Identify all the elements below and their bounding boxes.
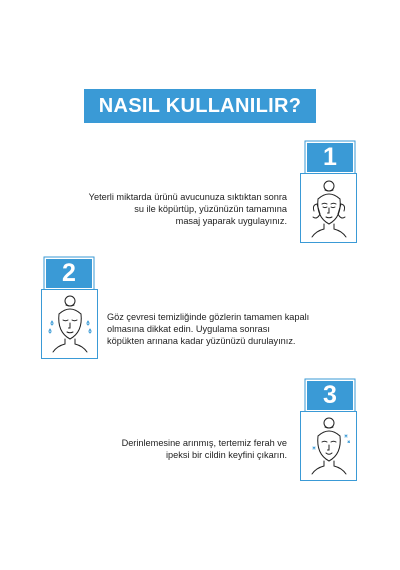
step-2-instructions xyxy=(107,311,309,348)
step-3-illustration-card xyxy=(300,411,357,481)
face-massage-icon xyxy=(304,177,354,239)
step-3-line-2: ipeksi bir cildin keyfini çıkarın. xyxy=(165,450,287,461)
step-3-number-badge: 3 xyxy=(307,381,353,410)
step-2-number-badge: 2 xyxy=(46,259,92,288)
step-1-line-2: su ile köpürtüp, yüzünüzün tamamına xyxy=(134,204,287,215)
step-2-line-3: köpükten arınana kadar yüzünüzü durulayınız. xyxy=(107,336,296,347)
page-title: NASIL KULLANILIR? xyxy=(84,89,316,123)
step-3-line-1: Derinlemesine arınmış, tertemiz ferah ve xyxy=(121,438,287,448)
step-1-line-1: Yeterli miktarda ürünü avucunuza sıktıktan sonra xyxy=(88,192,287,202)
step-1-line-3: masaj yaparak uygulayınız. xyxy=(175,216,287,227)
step-3-instructions xyxy=(122,437,287,461)
face-rinse-icon xyxy=(45,293,95,355)
step-2-illustration-card xyxy=(41,289,98,359)
step-1-illustration-card xyxy=(300,173,357,243)
step-1-instructions xyxy=(89,191,287,228)
step-1-number-badge: 1 xyxy=(307,143,353,172)
face-glow-icon xyxy=(304,415,354,477)
step-2-line-2: olmasına dikkat edin. Uygulama sonrası xyxy=(107,324,270,335)
step-2-line-1: Göz çevresi temizliğinde gözlerin tamamen kapalı xyxy=(107,312,310,322)
